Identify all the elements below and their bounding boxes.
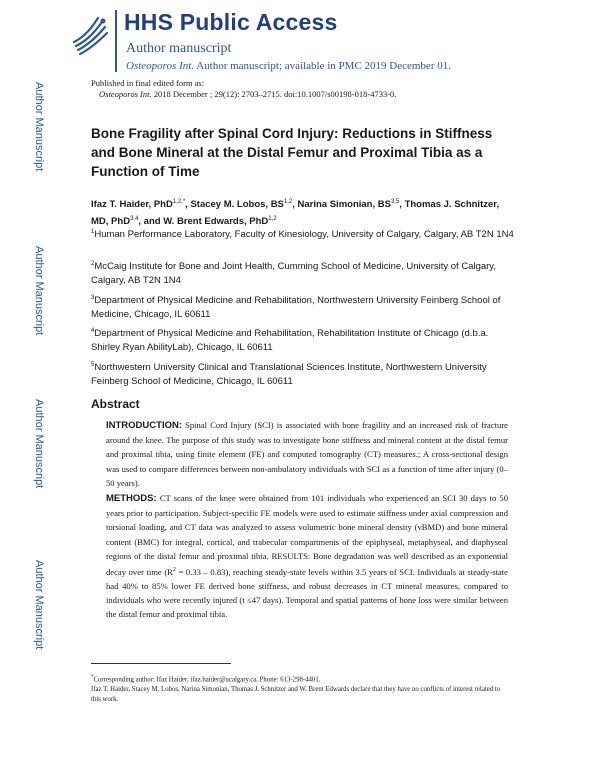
author-separator: ,: [185, 199, 191, 211]
methods-text-cont: = 0.33 – 0.83), reaching steady-state levels within 3.5 years of SCI. Individuals at steady-state had 40% to 85% lower FE derived bone stiffness, and robust decreases in CT mineral measures, compared to individuals who were recently injured (t ≤47 days). Temporal and spatial patterns of bone loss were similar between the distal femur and proximal tibia.: [106, 566, 508, 620]
affiliation-number: 4: [91, 328, 95, 334]
affiliation-number: 2: [91, 261, 95, 267]
side-label-author-manuscript: Author Manuscript: [33, 82, 45, 172]
affiliation-text: Northwestern University Clinical and Translational Sciences Institute, Northwestern University Feinberg School of Medicine, Chicago, IL 60611: [91, 362, 487, 388]
citation-line: [91, 89, 396, 100]
footnotes: [91, 673, 511, 705]
affiliation: [91, 257, 516, 288]
author-affil-sup: 3,4: [130, 216, 139, 223]
footnote-marker: *: [91, 675, 94, 680]
author-name: Stacey M. Lobos, BS: [190, 199, 284, 211]
affiliation: [91, 225, 516, 242]
side-label-author-manuscript: Author Manuscript: [33, 246, 45, 336]
header-divider: [115, 10, 117, 72]
corresponding-author-note: [91, 673, 511, 685]
affiliation-number: 1: [91, 229, 95, 235]
affiliation: [91, 291, 516, 322]
affiliation-text: Department of Physical Medicine and Rehabilitation, Northwestern University Feinberg School of Medicine, Chicago, IL 60611: [91, 295, 501, 321]
corresponding-author-text: Corresponding author: Ifaz Haider, ifaz.haider@ucalgary.ca, Phone: 613-298-4401.: [93, 676, 321, 684]
header-title: HHS Public Access: [124, 9, 338, 35]
methods-text: CT scans of the knee were obtained from 101 individuals who experienced an SCI 30 days to 50 years prior to participation. Subject-specific FE models were used to estimate stiffness under axial compression and torsional loading, and CT data was analyzed to assess volumetric bone mineral density (vBMD) and bone mineral content (BMC) for integral, cortical, and trabecular compartments of the epiphyseal, metaphyseal, and diaphyseal regions of the distal femur and proximal tibia. RESULTS: Bone degradation was well described as an exponential decay over time (R: [106, 493, 508, 577]
introduction-text: Spinal Cord Injury (SCI) is associated with bone fragility and an increased risk of fracture around the knee. The purpose of this study was to investigate bone stiffness and mineral content at the distal femur and proximal tibia, using finite element (FE) and computed tomography (CT) measures.; A cross-sectional design was used to compare differences between non-ambulatory individuals with SCI as a function of time after injury (0–50 years).: [106, 420, 508, 488]
author-name: W. Brent Edwards, PhD: [163, 216, 269, 228]
affiliation: [91, 358, 516, 389]
publication-info: [91, 78, 396, 100]
affiliation-number: 5: [91, 362, 95, 368]
conflict-of-interest-note: Ifaz T. Haider, Stacey M. Lobos, Narina Simonian, Thomas J. Schnitzer and W. Brent Edwards declare that they have no conflicts of interest related to this work.: [91, 686, 501, 704]
affiliation-text: Department of Physical Medicine and Rehabilitation, Rehabilitation Institute of Chicago (d.b.a. Shirley Ryan AbilityLab), Chicago, IL 60611: [91, 328, 489, 354]
author-affil-sup: 1,2: [283, 199, 293, 205]
abstract-introduction: [106, 418, 508, 490]
side-label-author-manuscript: Author Manuscript: [33, 560, 45, 650]
header-journal: Osteoporos Int.: [126, 60, 195, 72]
footnote-divider: [91, 663, 231, 664]
header-availability-text: Author manuscript; available in PMC 2019 December 01.: [196, 60, 451, 72]
author-name: Narina Simonian, BS: [297, 199, 391, 211]
citation-details: 2018 December ; 29(12): 2703–2715. doi:10.1007/s00198-018-4733-0.: [153, 89, 397, 99]
author-affil-sup: 1,2: [268, 216, 277, 223]
header-subtitle: Author manuscript: [126, 41, 232, 56]
side-label-author-manuscript: Author Manuscript: [33, 399, 45, 489]
abstract-heading: Abstract: [91, 397, 140, 411]
author-name: Ifaz T. Haider, PhD: [91, 199, 173, 211]
hhs-eagle-logo: [72, 12, 110, 58]
author-separator: , and: [138, 216, 164, 228]
introduction-label: INTRODUCTION:: [106, 420, 182, 431]
affiliation-text: McCaig Institute for Bone and Joint Health, Cumming School of Medicine, University of Calgary, Calgary, AB T2N 1N4: [91, 261, 496, 287]
abstract-methods: [106, 491, 508, 622]
author-separator: ,: [292, 199, 298, 211]
citation-journal: Osteoporos Int.: [99, 89, 152, 99]
published-label: Published in final edited form as:: [91, 78, 205, 88]
author-name: Thomas J. Schnitzer, MD, PhD: [91, 199, 500, 228]
author-affil-sup: 1,2,*: [172, 199, 186, 205]
paper-title: Bone Fragility after Spinal Cord Injury: Reductions in Stiffness and Bone Mineral at the Distal Femur and Proximal Tibia as a Function of Time: [91, 126, 493, 179]
header-availability: [126, 60, 451, 72]
affiliation-text: Human Performance Laboratory, Faculty of Kinesiology, University of Calgary, Calgary, AB T2N 1N4: [94, 229, 514, 241]
affiliation-number: 3: [91, 295, 95, 301]
author-separator: ,: [399, 199, 405, 211]
author-affil-sup: 3,5: [390, 199, 400, 205]
affiliation: [91, 324, 516, 355]
r-squared-sup: 2: [172, 567, 176, 574]
methods-label: METHODS:: [106, 493, 157, 504]
